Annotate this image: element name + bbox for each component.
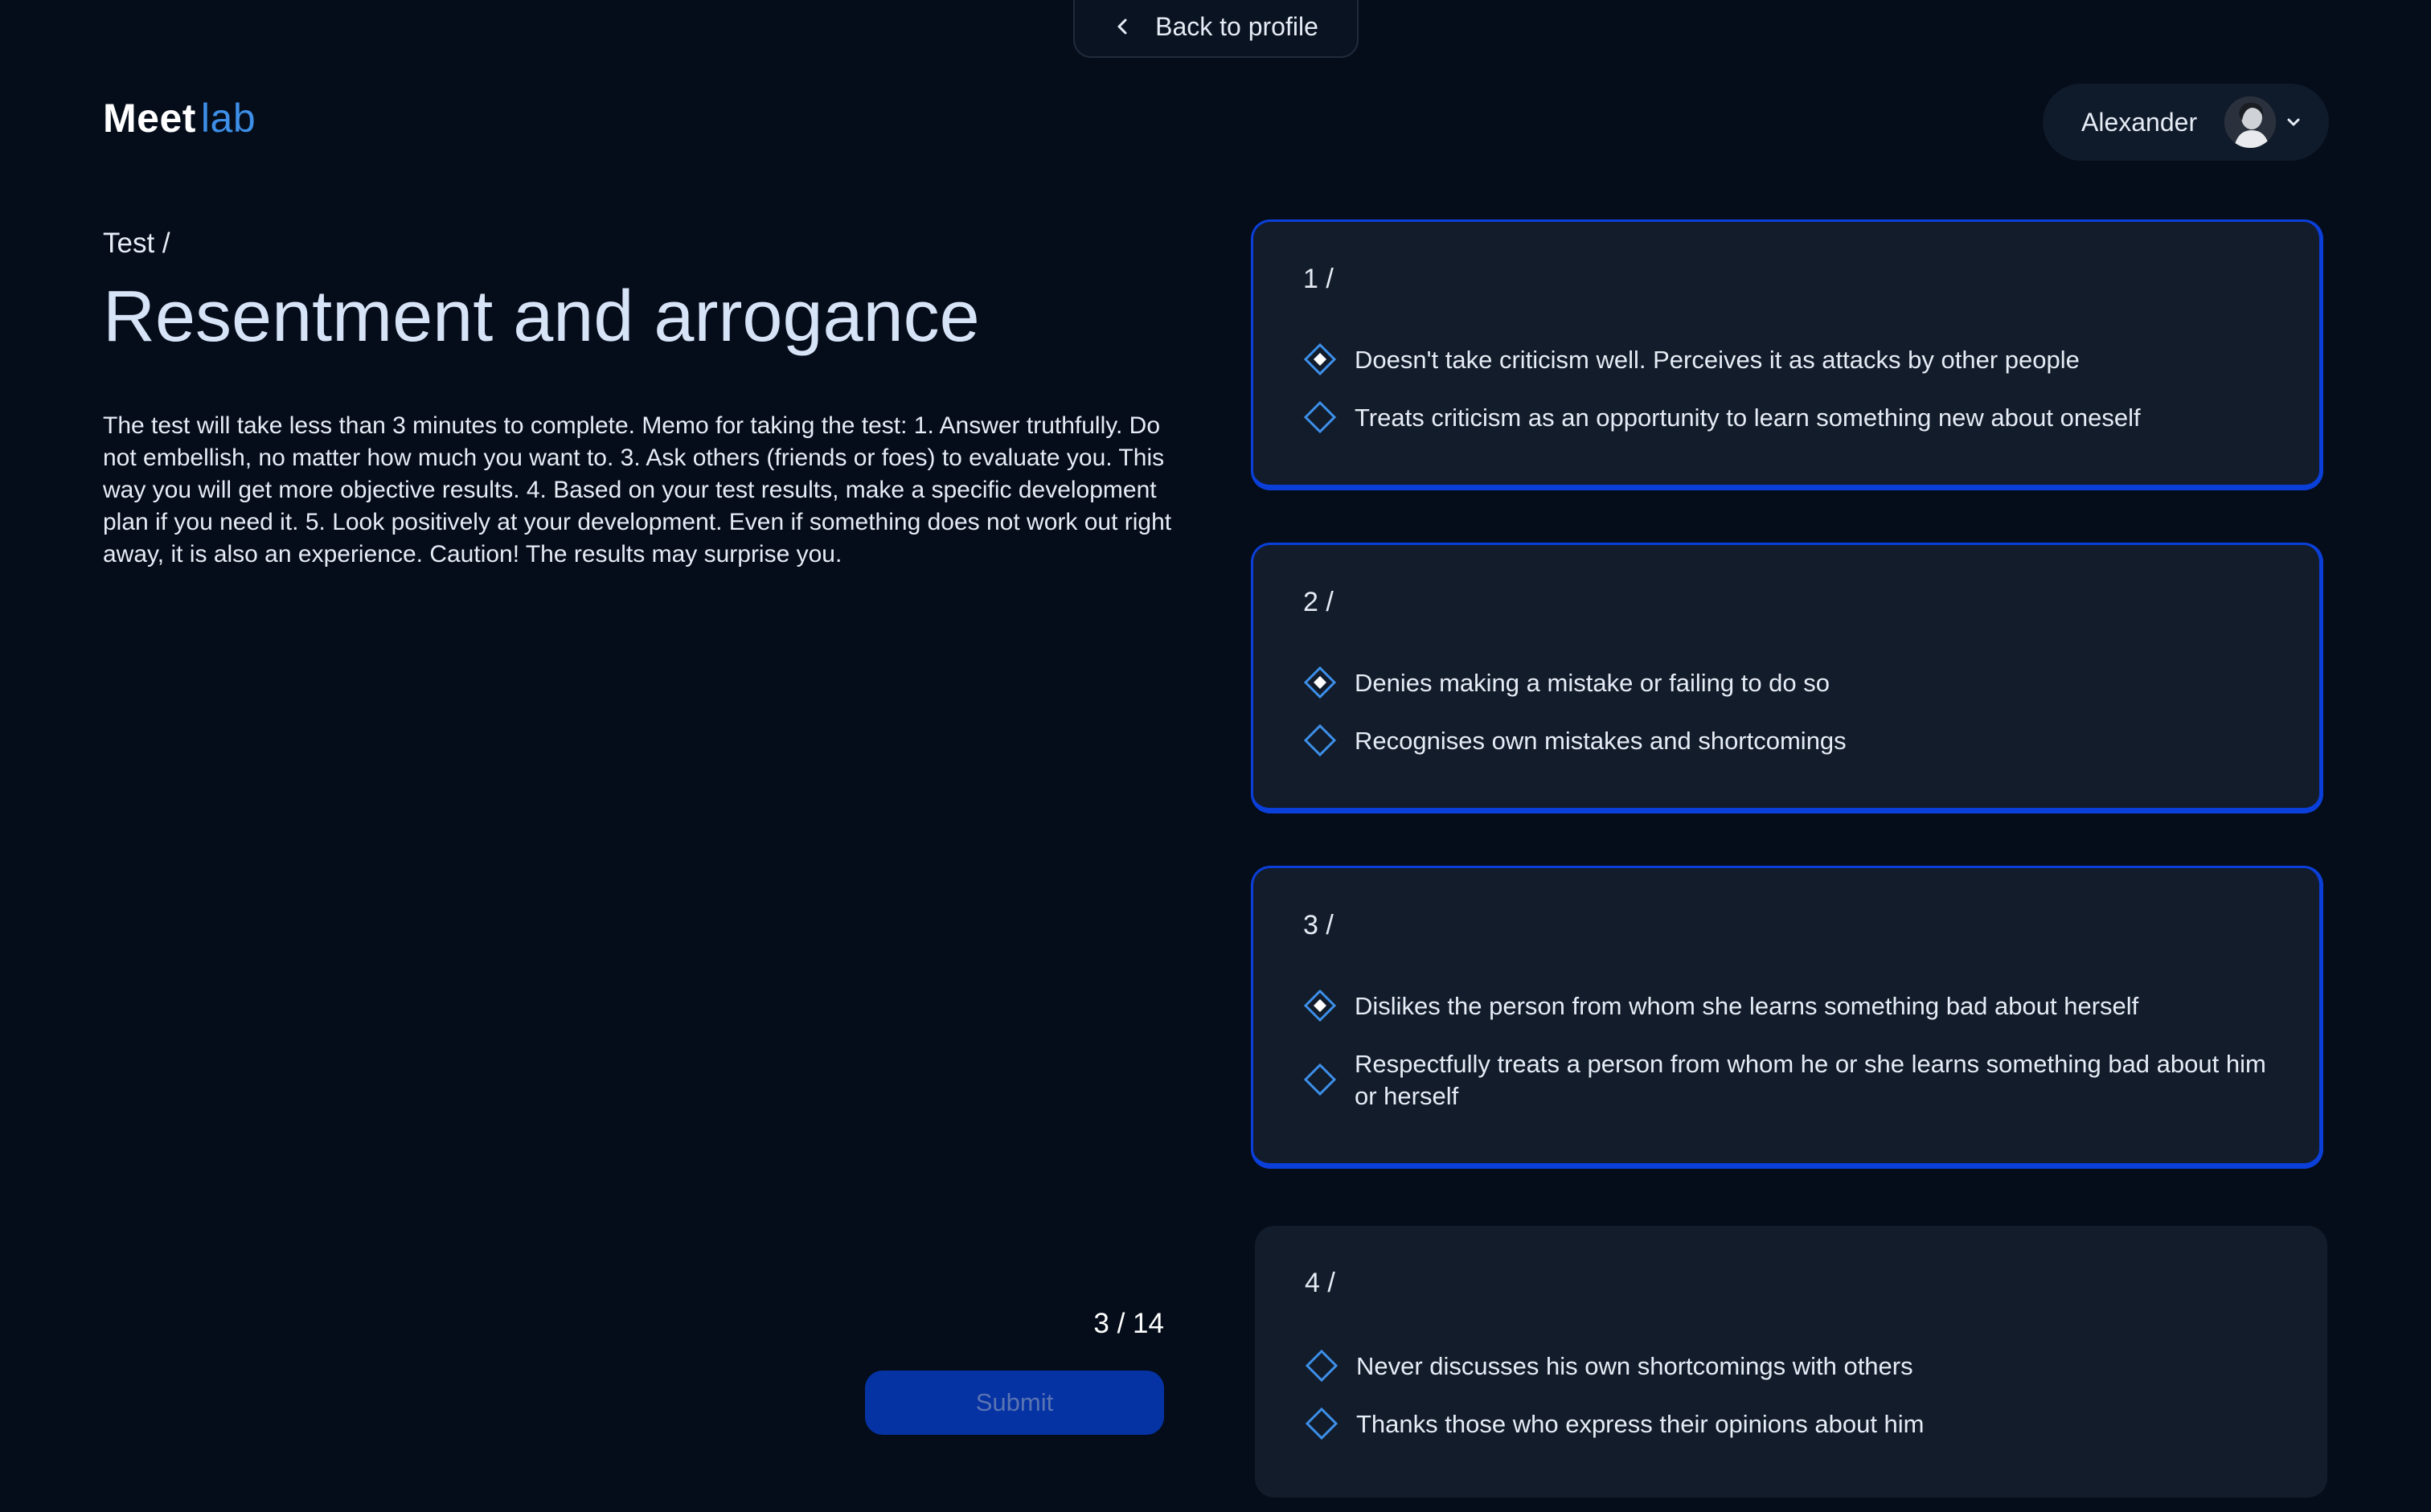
logo[interactable] xyxy=(103,95,256,141)
answer-option[interactable] xyxy=(1303,667,2287,699)
diamond-filled-icon xyxy=(1303,666,1337,699)
chevron-left-icon xyxy=(1113,17,1133,36)
logo-meet: Meet xyxy=(103,96,196,141)
progress-counter: 3 / 14 xyxy=(1093,1308,1164,1339)
avatar-image-icon xyxy=(2224,96,2276,148)
submit-button[interactable]: Submit xyxy=(865,1371,1164,1435)
back-to-profile-label: Back to profile xyxy=(1155,11,1318,41)
question-number: 2 / xyxy=(1303,587,1334,617)
question-card-1 xyxy=(1251,219,2323,490)
question-number: 1 / xyxy=(1303,264,1334,294)
diamond-outline-icon xyxy=(1305,1349,1338,1383)
diamond-outline-icon xyxy=(1303,1063,1337,1096)
answer-text: Doesn't take criticism well. Perceives it as attacks by other people xyxy=(1355,346,2080,374)
answer-option[interactable] xyxy=(1305,1350,2295,1383)
question-card-3 xyxy=(1251,866,2323,1169)
answer-text: Never discusses his own shortcomings with others xyxy=(1356,1352,1913,1380)
question-card-2 xyxy=(1251,543,2323,813)
answer-option[interactable] xyxy=(1303,344,2287,376)
question-card-4 xyxy=(1255,1226,2327,1498)
question-number: 4 / xyxy=(1305,1268,1335,1298)
diamond-outline-icon xyxy=(1303,400,1337,434)
answer-text: Respectfully treats a person from whom he or she learns something bad about him or herself xyxy=(1355,1050,2266,1110)
diamond-filled-icon xyxy=(1303,342,1337,376)
test-description: The test will take less than 3 minutes to complete. Memo for taking the test: 1. Answer truthfully. Do not embellish, no matter how much you want to. 3. Ask others (friends or foes) to evaluate you. This way you will get more objective results. 4. Based on your test results, make a specific development plan if you need it. 5. Look positively at your development. Even if something does not work out right away, it is also an experience. Caution! The results may surprise you. xyxy=(103,412,1172,568)
question-number: 3 / xyxy=(1303,910,1334,940)
answer-text: Recognises own mistakes and shortcomings xyxy=(1355,727,1847,755)
chevron-down-icon xyxy=(2285,114,2302,130)
back-to-profile-button[interactable] xyxy=(1073,0,1359,58)
page-title: Resentment and arrogance xyxy=(103,277,980,357)
answer-option[interactable] xyxy=(1303,1048,2287,1112)
answer-option[interactable] xyxy=(1303,402,2287,434)
diamond-filled-icon xyxy=(1303,989,1337,1022)
answer-text: Thanks those who express their opinions about him xyxy=(1356,1410,1925,1438)
avatar xyxy=(2224,96,2276,148)
diamond-outline-icon xyxy=(1303,723,1337,757)
logo-lab: lab xyxy=(200,96,256,141)
user-menu[interactable] xyxy=(2043,84,2329,161)
answer-option[interactable] xyxy=(1303,990,2287,1022)
breadcrumb: Test / xyxy=(103,227,170,259)
answer-option[interactable] xyxy=(1303,725,2287,757)
answer-text: Dislikes the person from whom she learns something bad about herself xyxy=(1355,992,2139,1020)
answer-text: Denies making a mistake or failing to do so xyxy=(1355,669,1830,697)
answer-text: Treats criticism as an opportunity to learn something new about oneself xyxy=(1355,404,2141,432)
user-name: Alexander xyxy=(2081,107,2198,137)
diamond-outline-icon xyxy=(1305,1407,1338,1440)
answer-option[interactable] xyxy=(1305,1408,2295,1440)
